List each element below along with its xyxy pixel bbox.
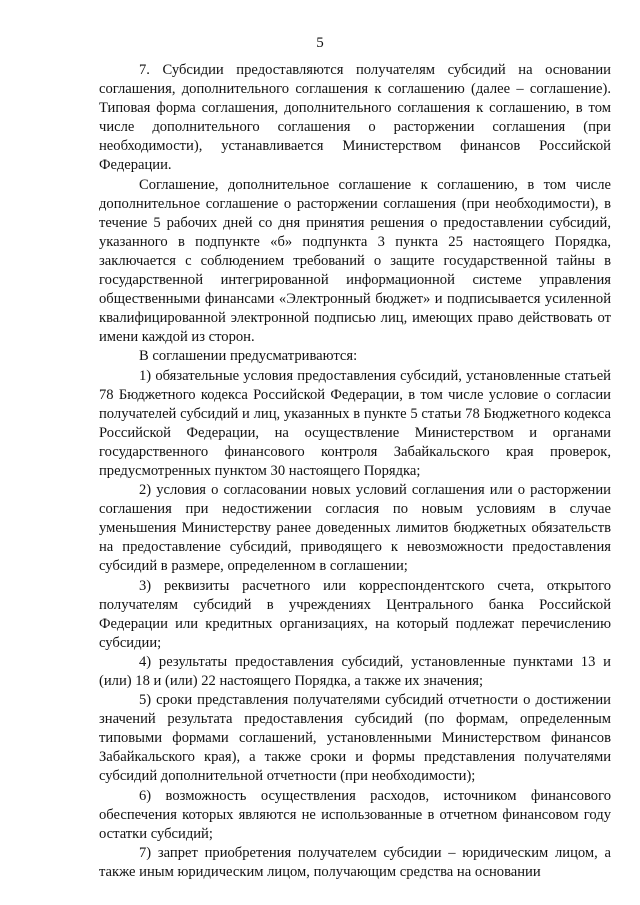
list-item-4: 4) результаты предоставления субсидий, установленные пунктами 13 и (или) 18 и (или) 22 настоящего Порядка, а также их значения;	[99, 653, 611, 689]
paragraph-7: 7. Субсидии предоставляются получателям субсидий на основании соглашения, дополнительного соглашения к соглашению (далее – соглашение). Типовая форма соглашения, дополнительного соглашения к соглашению, в том числе дополнительного соглашения о расторжении соглашения (при необходимости), устанавливается Министерством финансов Российской Федерации.	[99, 62, 611, 174]
list-item-3: 3) реквизиты расчетного или корреспондентского счета, открытого получателям субсидий в учреждениях Центрального банка Российской Федерации или кредитных организациях, на который подлежат перечислению субсидии;	[99, 577, 611, 651]
list-item-5: 5) сроки представления получателями субсидий отчетности о достижении значений результата предоставления субсидий (по формам, определенным типовыми формами соглашений, установленными Министерством финансов Забайкальского края), а также сроки и формы представления получателями субсидий дополнительной отчетности (при необходимости);	[99, 692, 611, 785]
list-item-6: 6) возможность осуществления расходов, источником финансового обеспечения которых являются не использованные в отчетном финансовом году остатки субсидий;	[99, 787, 611, 842]
list-item-2: 2) условия о согласовании новых условий соглашения или о расторжении соглашения при недостижении согласия по новым условиям в случае уменьшения Министерству ранее доведенных лимитов бюджетных обязательств на предоставление субсидий, приводящего к невозможности предоставления субсидий в размере, определенном в соглашении;	[99, 482, 611, 575]
list-item-1: 1) обязательные условия предоставления субсидий, установленные статьей 78 Бюджетного кодекса Российской Федерации, в том числе условие о согласии получателей субсидий и лиц, указанных в пункте 5 статьи 78 Бюджетного кодекса Российской Федерации, на осуществление Министерством и органами государственного финансового контроля Забайкальского края проверок, предусмотренных пунктом 30 настоящего Порядка;	[99, 367, 611, 479]
document-body	[99, 61, 611, 882]
paragraph-agreement-provisions-intro: В соглашении предусматриваются:	[139, 348, 358, 365]
paragraph-agreement-signing: Соглашение, дополнительное соглашение к соглашению, в том числе дополнительное соглашение о расторжении соглашения (при необходимости), в течение 5 рабочих дней со дня принятия решения о предоставлении субсидий, указанного в подпункте «б» подпункта 3 пункта 25 настоящего Порядка, заключается с соблюдением требований о защите государственной тайны в государственной интегрированной информационной системе управления общественными финансами «Электронный бюджет» и подписывается усиленной квалифицированной электронной подписью лиц, имеющих право действовать от имени каждой из сторон.	[99, 176, 611, 346]
list-item-7: 7) запрет приобретения получателем субсидии – юридическим лицом, а также иным юридическим лицом, получающим средства на основании	[99, 844, 611, 880]
page-number: 5	[316, 35, 324, 51]
